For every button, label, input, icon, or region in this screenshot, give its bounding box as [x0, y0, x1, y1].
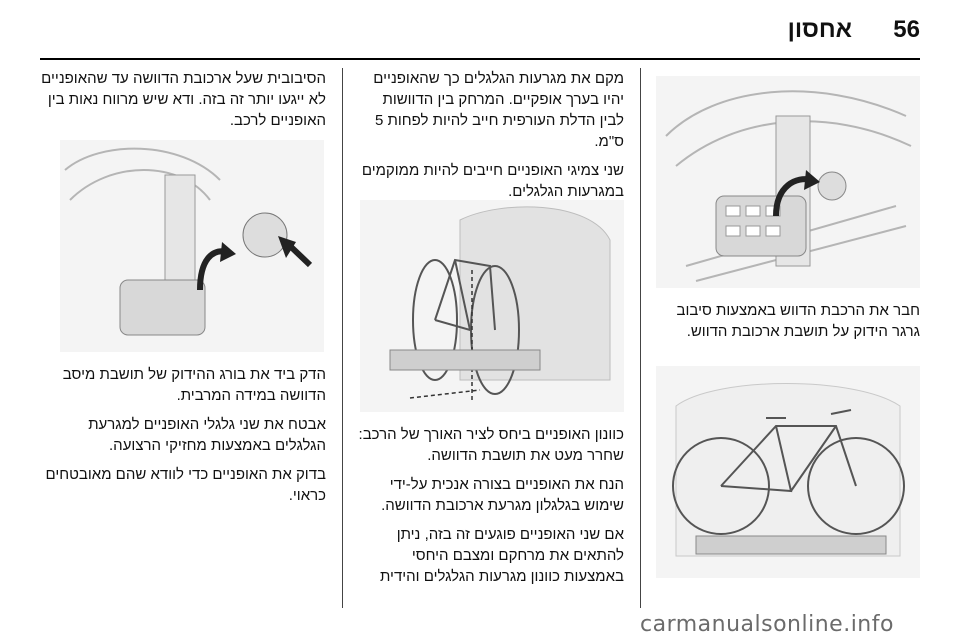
section-title: אחסון: [787, 16, 852, 43]
middle-column-text-top: [358, 68, 624, 210]
middle-column-text-bottom: [358, 424, 624, 595]
middle-paragraph-1: מקם את מגרעות הגלגלים כך שהאופניים יהיו בערך אופקיים. המרחק בין הדוושות לבין הדלת העורפית חייב להיות לפחות 5 ס"מ.: [373, 70, 624, 150]
pedal-closeup-illustration: [60, 140, 324, 352]
header-rule: [40, 58, 920, 60]
right-caption: חבר את הרכבת הדווש באמצעות סיבוב גרגר הידוק על תושבת ארכובת הדווש.: [676, 302, 920, 340]
figure-bike-on-rack-side: [656, 366, 920, 578]
left-paragraph-1: הסיבובית שעל ארכובת הדוושה עד שהאופניים לא ייגעו יותר זה בזה. ודא שיש מרווח נאות בין האופניים לרכב.: [41, 70, 326, 129]
bike-rear-illustration: [360, 200, 624, 412]
watermark: carmanualsonline.info: [640, 612, 894, 637]
middle-paragraph-5: אם שני האופניים פוגעים זה בזה, ניתן להתאים את מרחקם ומצבם היחסי באמצעות כוונון מגרעות הגלגלים והידית: [379, 526, 624, 585]
figure-pedal-clamp-top: [656, 76, 920, 288]
middle-paragraph-2: שני צמיגי האופניים חייבים להיות ממוקמים במגרעות הגלגלים.: [361, 162, 624, 200]
figure-pedal-clamp-closeup: [60, 140, 324, 352]
left-paragraph-4: בדוק את האופניים כדי לוודא שהם מאובטחים כראוי.: [45, 466, 326, 504]
middle-paragraph-3: כוונון האופניים ביחס לציר האורך של הרכב: שחרר מעט את תושבת הדוושה.: [358, 426, 624, 464]
left-paragraph-3: אבטח את שני גלגלי האופניים למגרעת הגלגלים באמצעות מחזיקי הרצועה.: [88, 416, 326, 454]
right-column-text: [656, 300, 920, 350]
left-column-text-top: [40, 68, 326, 139]
figure-bike-on-rack-rear: [360, 200, 624, 412]
column-divider-right: [640, 68, 641, 608]
left-column-text-bottom: [40, 364, 326, 514]
pedal-clamp-illustration: [656, 76, 920, 288]
page-number: 56: [893, 16, 920, 43]
column-divider-left: [342, 68, 343, 608]
bike-side-illustration: [656, 366, 920, 578]
left-paragraph-2: הדק ביד את בורג ההידוק של תושבת מיסב הדוושה במידה המרבית.: [62, 366, 326, 404]
middle-paragraph-4: הנח את האופניים בצורה אנכית על-ידי שימוש בגלגלון מגרעת ארכובת הדוושה.: [381, 476, 624, 514]
page-header: [0, 0, 960, 62]
